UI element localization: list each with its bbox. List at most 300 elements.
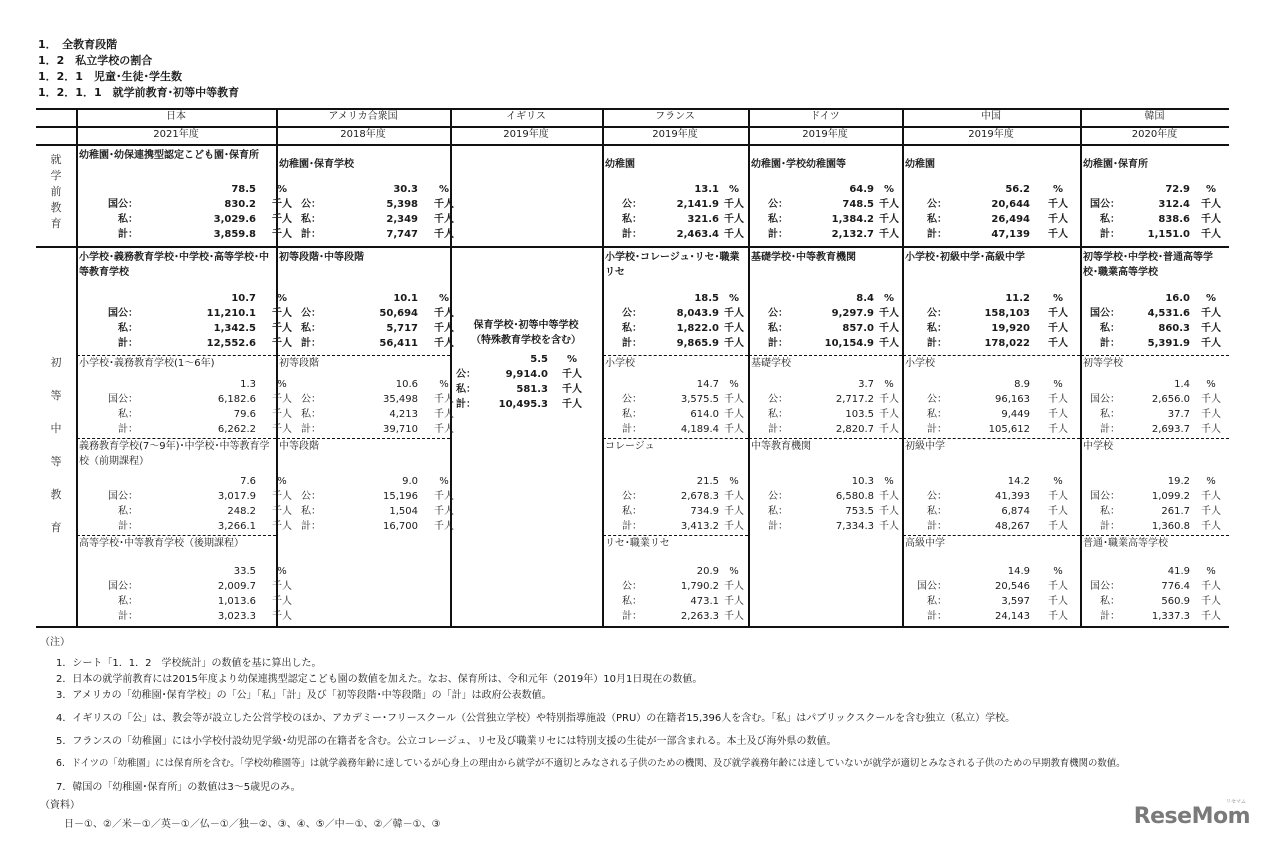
row-value: 1,360.8 xyxy=(1151,521,1190,532)
row-label: 私： xyxy=(768,214,788,225)
note-item: 5．フランスの「幼稚園」には小学校付設幼児学級･幼児部の在籍者を含む。公立コレージュ、リセ及び職業リセには特別支援の生徒が一部含まれる。本土及び海外県の数値。 xyxy=(56,736,837,747)
row-unit: % xyxy=(277,379,287,390)
row-unit: 千人 xyxy=(724,229,744,240)
row-value: 50,694 xyxy=(379,308,418,319)
row-unit: 千人 xyxy=(434,338,454,349)
block-rows xyxy=(602,182,748,242)
country-header-japan: 日本 xyxy=(166,111,186,122)
stat-block-de-ps xyxy=(748,247,902,355)
data-row xyxy=(1080,489,1229,504)
block-rows xyxy=(276,377,454,437)
block-rows xyxy=(1080,474,1229,534)
row-unit: 千人 xyxy=(1201,611,1221,622)
row-value: 103.5 xyxy=(845,409,874,420)
stat-block-kr-ps xyxy=(1080,247,1229,355)
row-value: 41,393 xyxy=(995,491,1030,502)
row-unit: 千人 xyxy=(1048,596,1068,607)
data-row xyxy=(902,306,1080,321)
block-rows xyxy=(748,291,902,351)
row-label: 私： xyxy=(118,506,138,517)
row-unit: 千人 xyxy=(1048,409,1068,420)
row-value: 614.0 xyxy=(690,409,719,420)
row-label: 国公： xyxy=(1090,308,1120,319)
block-title: 初等段階 xyxy=(279,358,319,369)
row-unit: 千人 xyxy=(724,581,744,592)
row-value: 48,267 xyxy=(995,521,1030,532)
row-value: 10,495.3 xyxy=(498,399,548,410)
data-row xyxy=(76,182,288,197)
row-value: 8.4 xyxy=(856,293,874,304)
row-value: 24,143 xyxy=(995,611,1030,622)
data-row xyxy=(602,212,748,227)
row-value: 10,154.9 xyxy=(824,338,874,349)
row-unit: 千人 xyxy=(1201,394,1221,405)
data-row xyxy=(602,392,748,407)
stat-block-uk-ps xyxy=(450,348,602,412)
data-row xyxy=(602,564,748,579)
side-char: 前 xyxy=(50,185,62,198)
row-value: 261.7 xyxy=(1161,506,1190,517)
row-unit: % xyxy=(728,293,740,304)
block-title: 幼稚園･保育学校 xyxy=(279,159,354,170)
block-title: 基礎学校･中等教育機関 xyxy=(751,252,856,263)
block-rows xyxy=(276,474,454,534)
stat-block-cn-ps xyxy=(902,247,1080,355)
row-label: 私： xyxy=(1100,596,1120,607)
row-label: 計： xyxy=(622,229,642,240)
block-rows xyxy=(602,291,748,351)
row-unit: 千人 xyxy=(434,491,454,502)
row-unit: 千人 xyxy=(879,214,899,225)
row-unit: 千人 xyxy=(1048,338,1068,349)
data-row xyxy=(602,609,748,624)
side-char: 等 xyxy=(50,389,62,402)
row-value: 105,612 xyxy=(988,424,1030,435)
row-value: 753.5 xyxy=(845,506,874,517)
note-item: 4．イギリスの「公」は、教会等が設立した公営学校のほか、アカデミー･フリースクール（公営独立学校）や特別指導施設（PRU）の在籍者15,396人を含む。「私」はパブリックスクールを含む独立（私立）学校。 xyxy=(56,713,1016,724)
country-header-china: 中国 xyxy=(981,111,1001,122)
data-row xyxy=(748,474,902,489)
data-row xyxy=(1080,579,1229,594)
row-value: 312.4 xyxy=(1158,199,1190,210)
data-row xyxy=(902,407,1080,422)
block-rows xyxy=(276,182,454,242)
row-label: 公： xyxy=(456,369,476,380)
side-char: 中 xyxy=(50,422,62,435)
sources-header: （資料） xyxy=(40,800,80,811)
data-row xyxy=(902,321,1080,336)
row-unit: % xyxy=(1206,476,1216,487)
data-row xyxy=(602,336,748,351)
row-value: 4,189.4 xyxy=(680,424,719,435)
row-unit: 千人 xyxy=(562,399,582,410)
row-value: 11,210.1 xyxy=(206,308,256,319)
row-label: 計： xyxy=(927,611,947,622)
stat-block-jp-pre xyxy=(76,145,292,246)
data-row xyxy=(748,504,902,519)
row-label: 私： xyxy=(622,596,642,607)
row-unit: 千人 xyxy=(434,424,454,435)
row-value: 16,700 xyxy=(383,521,418,532)
data-row xyxy=(748,306,902,321)
row-value: 18.5 xyxy=(694,293,719,304)
row-label: 計： xyxy=(118,338,138,349)
row-unit: 千人 xyxy=(434,506,454,517)
row-value: 1,099.2 xyxy=(1151,491,1190,502)
row-value: 16.0 xyxy=(1165,293,1190,304)
data-row xyxy=(76,291,288,306)
data-row xyxy=(602,227,748,242)
row-unit: % xyxy=(277,476,287,487)
row-label: 公： xyxy=(927,394,947,405)
data-row xyxy=(276,321,454,336)
row-value: 30.3 xyxy=(393,184,418,195)
stat-block-de-pre xyxy=(748,145,902,246)
data-row xyxy=(748,407,902,422)
row-value: 581.3 xyxy=(516,384,548,395)
row-unit: 千人 xyxy=(1048,308,1068,319)
stat-block-us-p1 xyxy=(276,356,454,438)
row-value: 10.3 xyxy=(851,476,874,487)
data-row xyxy=(1080,422,1229,437)
row-label: 計： xyxy=(622,611,642,622)
data-row xyxy=(602,321,748,336)
row-unit: 千人 xyxy=(879,308,899,319)
row-value: 2,263.3 xyxy=(680,611,719,622)
row-value: 2,656.0 xyxy=(1151,394,1190,405)
row-label: 計： xyxy=(301,338,321,349)
row-unit: 千人 xyxy=(434,214,454,225)
row-value: 2,820.7 xyxy=(835,424,874,435)
row-value: 9.0 xyxy=(402,476,418,487)
row-unit: 千人 xyxy=(1201,409,1221,420)
row-unit: % xyxy=(276,293,288,304)
row-label: 私： xyxy=(927,596,947,607)
row-unit: % xyxy=(566,354,578,365)
block-title: 小学校･コレージュ･リセ･職業リセ xyxy=(605,252,740,278)
row-value: 12,552.6 xyxy=(206,338,256,349)
block-rows xyxy=(76,291,292,351)
row-unit: 千人 xyxy=(1201,199,1221,210)
row-value: 14.2 xyxy=(1007,476,1030,487)
row-value: 857.0 xyxy=(842,323,874,334)
data-row xyxy=(76,336,292,351)
block-title: 中学校 xyxy=(1083,441,1113,452)
row-value: 79.6 xyxy=(233,409,256,420)
row-unit: % xyxy=(1053,379,1063,390)
data-row xyxy=(1080,321,1229,336)
data-row xyxy=(902,336,1080,351)
row-value: 9,865.9 xyxy=(676,338,719,349)
row-value: 26,494 xyxy=(991,214,1030,225)
row-unit: % xyxy=(884,476,894,487)
row-value: 830.2 xyxy=(224,199,256,210)
row-label: 国公： xyxy=(1090,199,1120,210)
row-value: 37.7 xyxy=(1167,409,1190,420)
row-value: 4,531.6 xyxy=(1147,308,1190,319)
logo-text: ReseMom xyxy=(1133,804,1250,829)
block-rows xyxy=(1080,564,1229,624)
row-label: 私： xyxy=(118,323,138,334)
row-label: 私： xyxy=(927,323,947,334)
row-unit: 千人 xyxy=(1201,229,1221,240)
uk-title-line2: （特殊教育学校を含む） xyxy=(471,335,581,346)
row-unit: 千人 xyxy=(272,581,292,592)
row-label: 公： xyxy=(301,491,321,502)
row-unit: 千人 xyxy=(724,323,744,334)
row-value: 6,874 xyxy=(1001,506,1030,517)
data-row xyxy=(1080,594,1229,609)
stat-block-fr-p2 xyxy=(602,439,748,535)
row-value: 1,342.5 xyxy=(213,323,256,334)
row-label: 私： xyxy=(768,506,788,517)
row-value: 35,498 xyxy=(383,394,418,405)
row-label: 計： xyxy=(622,521,642,532)
row-label: 計： xyxy=(118,424,138,435)
block-rows xyxy=(1080,291,1229,351)
data-row xyxy=(450,352,602,367)
data-row xyxy=(602,182,748,197)
row-unit: % xyxy=(883,184,895,195)
row-unit: 千人 xyxy=(724,308,744,319)
data-row xyxy=(602,291,748,306)
row-unit: 千人 xyxy=(724,338,744,349)
row-unit: % xyxy=(1052,293,1064,304)
data-row xyxy=(1080,392,1229,407)
row-label: 私： xyxy=(301,506,321,517)
row-value: 20,546 xyxy=(995,581,1030,592)
row-value: 33.5 xyxy=(233,566,256,577)
data-row xyxy=(276,489,454,504)
row-unit: 千人 xyxy=(724,491,744,502)
data-row xyxy=(1080,519,1229,534)
row-label: 計： xyxy=(927,424,947,435)
data-row xyxy=(748,321,902,336)
data-row xyxy=(748,489,902,504)
row-value: 64.9 xyxy=(849,184,874,195)
row-label: 私： xyxy=(927,214,947,225)
row-unit: 千人 xyxy=(879,338,899,349)
data-row xyxy=(76,519,292,534)
data-row xyxy=(76,227,292,242)
row-value: 19,920 xyxy=(991,323,1030,334)
block-title: 初級中学 xyxy=(905,441,945,452)
row-value: 6,182.6 xyxy=(217,394,256,405)
block-title: 幼稚園 xyxy=(605,159,635,170)
stat-block-kr-pre xyxy=(1080,145,1229,246)
row-unit: 千人 xyxy=(272,229,292,240)
data-row xyxy=(602,519,748,534)
data-row xyxy=(748,377,902,392)
row-unit: 千人 xyxy=(272,596,292,607)
row-unit: 千人 xyxy=(272,409,292,420)
row-unit: 千人 xyxy=(1201,214,1221,225)
data-row xyxy=(276,306,454,321)
row-unit: 千人 xyxy=(724,521,744,532)
data-row xyxy=(902,377,1080,392)
row-value: 178,022 xyxy=(984,338,1030,349)
block-title: 高等学校･中等教育学校（後期課程） xyxy=(79,538,244,549)
block-title: 基礎学校 xyxy=(751,358,791,369)
data-row xyxy=(276,392,454,407)
row-unit: 千人 xyxy=(724,611,744,622)
year-korea: 2020年度 xyxy=(1131,129,1178,140)
data-row xyxy=(276,182,450,197)
row-unit: 千人 xyxy=(1048,491,1068,502)
row-unit: 千人 xyxy=(562,369,582,380)
data-row xyxy=(276,227,454,242)
data-row xyxy=(76,212,292,227)
row-value: 2,009.7 xyxy=(217,581,256,592)
row-label: 私： xyxy=(1100,323,1120,334)
side-char: 等 xyxy=(50,455,62,468)
stat-block-fr-p1 xyxy=(602,356,748,438)
block-rows xyxy=(748,474,902,534)
country-header-germany: ドイツ xyxy=(810,111,840,122)
row-label: 計： xyxy=(118,229,138,240)
row-label: 計： xyxy=(456,399,476,410)
stat-block-fr-ps xyxy=(602,247,748,355)
data-row xyxy=(1080,306,1229,321)
row-unit: 千人 xyxy=(434,394,454,405)
row-unit: 千人 xyxy=(879,409,899,420)
stat-block-kr-p3 xyxy=(1080,536,1229,625)
data-row xyxy=(76,474,287,489)
row-value: 10.7 xyxy=(231,293,256,304)
data-row xyxy=(748,392,902,407)
row-label: 公： xyxy=(927,308,947,319)
data-row xyxy=(276,336,454,351)
data-row xyxy=(450,382,602,397)
block-title: 小学校･初級中学･高級中学 xyxy=(905,252,1025,263)
data-row xyxy=(276,197,454,212)
row-value: 3,017.9 xyxy=(217,491,256,502)
row-unit: 千人 xyxy=(724,214,744,225)
block-title: 中等教育機関 xyxy=(751,441,811,452)
row-value: 7.6 xyxy=(240,476,256,487)
data-row xyxy=(902,197,1080,212)
row-unit: 千人 xyxy=(434,323,454,334)
block-rows xyxy=(902,291,1080,351)
country-header-france: フランス xyxy=(655,111,695,122)
row-unit: 千人 xyxy=(434,308,454,319)
data-row xyxy=(902,564,1080,579)
country-header-usa: アメリカ合衆国 xyxy=(328,111,398,122)
data-row xyxy=(748,336,902,351)
block-rows xyxy=(902,377,1080,437)
row-unit: % xyxy=(729,379,739,390)
row-value: 39,710 xyxy=(383,424,418,435)
data-row xyxy=(276,407,454,422)
data-row xyxy=(76,564,287,579)
block-rows xyxy=(602,474,748,534)
row-unit: 千人 xyxy=(1201,308,1221,319)
row-value: 3.7 xyxy=(858,379,874,390)
row-label: 公： xyxy=(622,581,642,592)
side-label-preschool xyxy=(36,152,76,232)
data-row xyxy=(76,609,292,624)
side-char: 教 xyxy=(50,488,62,501)
row-label: 私： xyxy=(927,409,947,420)
row-label: 公： xyxy=(927,491,947,502)
row-label: 計： xyxy=(768,521,788,532)
block-title: 初等段階･中等段階 xyxy=(279,252,364,263)
note-item: 7．韓国の「幼稚園･保育所」の数値は3～5歳児のみ。 xyxy=(56,782,301,793)
data-row xyxy=(602,474,748,489)
row-value: 2,717.2 xyxy=(835,394,874,405)
heading-1-2: 1．2 私立学校の割合 xyxy=(38,54,153,67)
data-row xyxy=(1080,227,1229,242)
data-row xyxy=(748,227,902,242)
row-label: 計： xyxy=(927,521,947,532)
row-unit: 千人 xyxy=(1048,394,1068,405)
row-value: 2,693.7 xyxy=(1151,424,1190,435)
block-rows xyxy=(748,182,902,242)
row-label: 国公： xyxy=(108,491,138,502)
notes-header: （注） xyxy=(40,637,70,648)
data-row xyxy=(1080,212,1229,227)
block-rows xyxy=(1080,182,1229,242)
year-france: 2019年度 xyxy=(652,129,698,140)
block-title: 幼稚園･保育所 xyxy=(1083,159,1148,170)
row-label: 私： xyxy=(768,323,788,334)
row-unit: 千人 xyxy=(272,506,292,517)
block-rows xyxy=(76,377,292,437)
row-unit: 千人 xyxy=(879,491,899,502)
stat-block-us-p2 xyxy=(276,439,454,535)
row-label: 計： xyxy=(1100,521,1120,532)
row-value: 158,103 xyxy=(984,308,1030,319)
row-value: 3,029.6 xyxy=(213,214,256,225)
row-label: 公： xyxy=(622,491,642,502)
row-unit: % xyxy=(438,293,450,304)
data-row xyxy=(276,377,450,392)
row-unit: % xyxy=(1206,566,1216,577)
data-row xyxy=(76,579,292,594)
row-value: 41.9 xyxy=(1167,566,1190,577)
data-row xyxy=(1080,609,1229,624)
row-value: 9,449 xyxy=(1001,409,1030,420)
data-row xyxy=(602,489,748,504)
block-rows xyxy=(902,182,1080,242)
row-unit: 千人 xyxy=(1048,506,1068,517)
block-title: 幼稚園 xyxy=(905,159,935,170)
row-label: 計： xyxy=(1100,611,1120,622)
row-value: 20,644 xyxy=(991,199,1030,210)
row-unit: 千人 xyxy=(879,199,899,210)
year-usa: 2018年度 xyxy=(340,129,386,140)
row-label: 私： xyxy=(622,323,642,334)
resemom-logo xyxy=(1133,799,1250,829)
row-label: 私： xyxy=(622,214,642,225)
row-value: 15,196 xyxy=(383,491,418,502)
uk-block-title xyxy=(450,318,602,348)
row-value: 8,043.9 xyxy=(676,308,719,319)
block-rows xyxy=(902,474,1080,534)
row-value: 19.2 xyxy=(1167,476,1190,487)
year-uk: 2019年度 xyxy=(503,129,549,140)
row-label: 私： xyxy=(301,214,321,225)
row-value: 3,023.3 xyxy=(217,611,256,622)
block-title: 義務教育学校(7～9年)･中学校･中等教育学校（前期課程） xyxy=(79,441,270,467)
row-value: 11.2 xyxy=(1005,293,1030,304)
side-char: 教 xyxy=(50,201,62,214)
row-value: 4,213 xyxy=(389,409,418,420)
data-row xyxy=(1080,291,1229,306)
row-value: 14.7 xyxy=(696,379,719,390)
data-row xyxy=(76,321,292,336)
data-row xyxy=(902,392,1080,407)
